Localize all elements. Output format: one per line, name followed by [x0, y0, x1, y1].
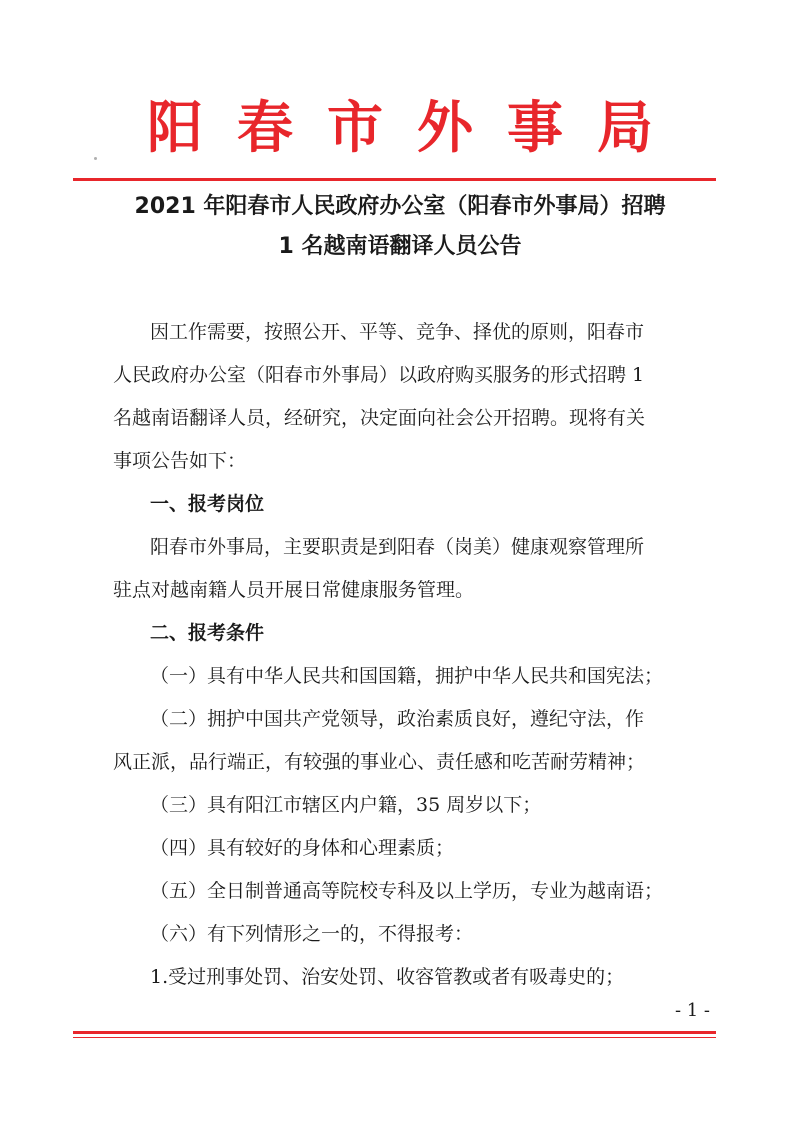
requirement-item-2-cont: 风正派，品行端正，有较强的事业心、责任感和吃苦耐劳精神；: [113, 751, 646, 773]
requirement-item-6: （六）有下列情形之一的，不得报考：: [150, 923, 474, 945]
disqualification-item-1: 1.受过刑事处罚、治安处罚、收容管教或者有吸毒史的；: [150, 966, 625, 988]
requirement-item-2: （二）拥护中国共产党领导，政治素质良好，遵纪守法，作: [150, 708, 645, 730]
section1-line-1: 阳春市外事局，主要职责是到阳春（岗美）健康观察管理所: [150, 536, 645, 558]
requirement-item-4: （四）具有较好的身体和心理素质；: [150, 837, 455, 859]
masthead-title: 阳春市外事局: [147, 95, 687, 161]
footer-red-rule-thin: [73, 1037, 716, 1038]
intro-line-1: 因工作需要，按照公开、平等、竞争、择优的原则，阳春市: [150, 321, 645, 343]
page-number: - 1 -: [674, 1000, 710, 1021]
intro-line-4: 事项公告如下：: [113, 450, 247, 472]
section1-line-2: 驻点对越南籍人员开展日常健康服务管理。: [113, 579, 475, 601]
intro-line-2: 人民政府办公室（阳春市外事局）以政府购买服务的形式招聘 1: [113, 364, 645, 386]
requirement-item-3: （三）具有阳江市辖区内户籍，35 周岁以下；: [150, 794, 542, 816]
notice-title-line-2: 1 名越南语翻译人员公告: [278, 234, 522, 259]
section-heading-requirements: 二、报考条件: [150, 622, 265, 644]
requirement-item-1: （一）具有中华人民共和国国籍，拥护中华人民共和国宪法；: [150, 665, 664, 687]
notice-title-line-1: 2021 年阳春市人民政府办公室（阳春市外事局）招聘: [134, 194, 666, 219]
requirement-item-5: （五）全日制普通高等院校专科及以上学历，专业为越南语；: [150, 880, 664, 902]
footer-red-rule-thick: [73, 1031, 716, 1034]
intro-line-3: 名越南语翻译人员，经研究，决定面向社会公开招聘。现将有关: [113, 407, 646, 429]
masthead-red-rule: [73, 178, 716, 181]
scan-speck: [94, 157, 97, 160]
section-heading-positions: 一、报考岗位: [150, 493, 265, 515]
